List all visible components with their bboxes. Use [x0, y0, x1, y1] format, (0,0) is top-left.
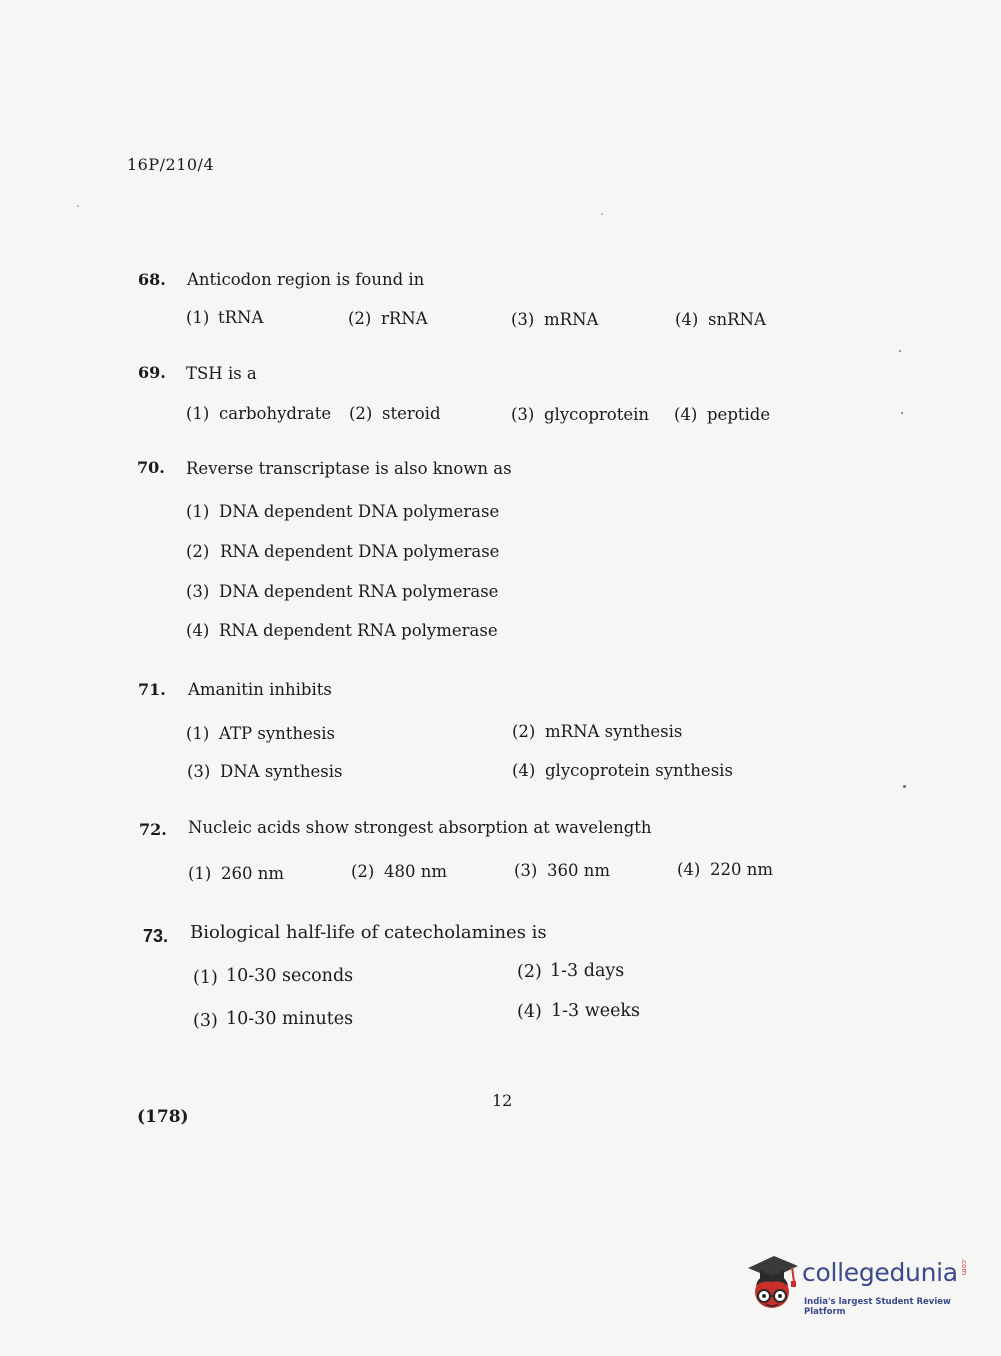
question-text: TSH is a [186, 364, 257, 383]
logo-domain-suffix: .com [960, 1258, 968, 1276]
scan-speck [77, 205, 79, 207]
collegedunia-logo[interactable] [744, 1252, 974, 1322]
question-text: Biological half-life of catecholamines is [190, 922, 547, 943]
option-number: (1) [186, 404, 210, 423]
logo-brand-text: collegedunia [802, 1258, 958, 1287]
option-number: (2) [512, 722, 536, 741]
option-text: RNA dependent RNA polymerase [219, 621, 498, 640]
option-text: 1-3 weeks [551, 1001, 641, 1021]
option-number: (2) [348, 309, 372, 328]
question-text: Amanitin inhibits [188, 680, 332, 699]
option-text: 10-30 seconds [226, 966, 354, 986]
option-text: glycoprotein [544, 405, 650, 424]
page-number: 12 [492, 1091, 513, 1110]
option-number: (3) [511, 405, 535, 424]
option-text: 10-30 minutes [226, 1009, 354, 1029]
question-number: 73. [143, 926, 169, 946]
option-number: (2) [351, 862, 375, 881]
question-number: 71. [138, 680, 166, 699]
scan-speck [901, 412, 903, 414]
option-text: 360 nm [547, 861, 611, 880]
question-number: 72. [139, 820, 167, 839]
option-text: snRNA [708, 310, 766, 329]
option-number: (4) [675, 310, 699, 329]
option-number: (1) [188, 864, 212, 883]
option-text: DNA synthesis [220, 762, 343, 781]
booklet-code: (178) [137, 1107, 189, 1127]
question-number: 70. [137, 458, 165, 477]
question-text: Anticodon region is found in [187, 270, 425, 289]
option-number: (1) [193, 968, 218, 988]
option-number: (3) [186, 582, 210, 601]
paper-code: 16P/210/4 [127, 155, 215, 174]
scan-speck [601, 213, 603, 215]
option-text: RNA dependent DNA polymerase [220, 542, 500, 561]
option-number: (2) [517, 962, 542, 982]
option-text: DNA dependent DNA polymerase [219, 502, 500, 521]
option-text: 480 nm [384, 862, 448, 881]
option-number: (2) [186, 542, 210, 561]
mascot-icon [744, 1252, 800, 1316]
option-number: (4) [186, 621, 210, 640]
option-number: (4) [512, 761, 536, 780]
option-number: (1) [186, 724, 210, 743]
option-number: (3) [514, 861, 538, 880]
option-text: steroid [382, 404, 441, 423]
option-text: glycoprotein synthesis [545, 761, 733, 780]
option-number: (4) [517, 1002, 542, 1022]
option-text: 220 nm [710, 860, 774, 879]
option-number: (3) [511, 310, 535, 329]
option-number: (1) [186, 502, 210, 521]
option-text: ATP synthesis [219, 724, 336, 743]
option-text: rRNA [381, 309, 428, 328]
option-text: tRNA [218, 308, 264, 327]
question-text: Reverse transcriptase is also known as [186, 459, 512, 478]
question-number: 69. [138, 363, 166, 382]
option-text: 1-3 days [550, 961, 625, 981]
option-text: carbohydrate [219, 404, 332, 423]
option-number: (3) [187, 762, 211, 781]
question-text: Nucleic acids show strongest absorption at wavelength [188, 818, 652, 837]
question-number: 68. [138, 270, 166, 289]
option-text: DNA dependent RNA polymerase [219, 582, 499, 601]
scan-speck [903, 785, 906, 788]
option-text: peptide [707, 405, 771, 424]
option-text: mRNA synthesis [545, 722, 683, 741]
option-number: (4) [674, 405, 698, 424]
option-number: (1) [186, 308, 210, 327]
option-text: mRNA [544, 310, 599, 329]
option-number: (4) [677, 860, 701, 879]
option-text: 260 nm [221, 864, 285, 883]
option-number: (2) [349, 404, 373, 423]
scan-speck [899, 350, 901, 352]
logo-tagline: India's largest Student Review Platform [804, 1297, 951, 1317]
option-number: (3) [193, 1011, 218, 1031]
